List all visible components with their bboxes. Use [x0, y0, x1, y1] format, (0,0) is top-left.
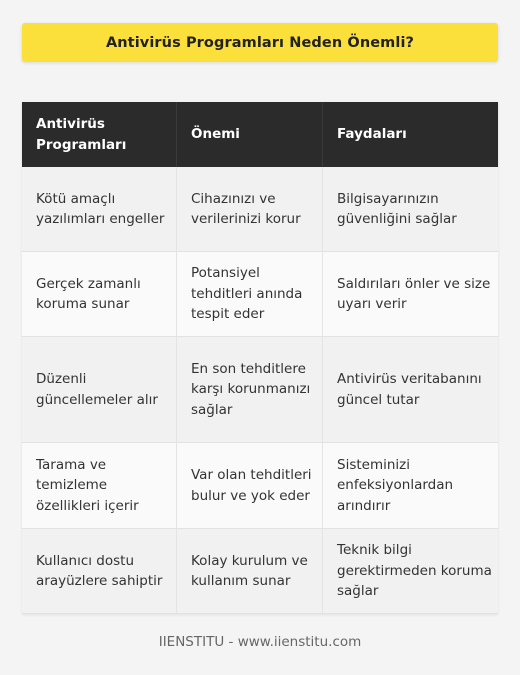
footer-credit: IIENSTITU - www.iienstitu.com — [158, 634, 362, 650]
table-cell: Kolay kurulum ve kullanım sunar — [176, 529, 322, 613]
table-cell: Düzenli güncellemeler alır — [36, 371, 158, 408]
table-header-row — [22, 102, 498, 167]
page-title: Antivirüs Programları Neden Önemli? — [105, 34, 415, 51]
table-cell: Tarama ve temizleme özellikleri içerir — [36, 456, 139, 514]
comparison-table — [22, 102, 498, 614]
title-banner — [22, 23, 498, 62]
table-row — [22, 529, 498, 614]
table-cell: Teknik bilgi gerektirmeden koruma sağlar — [322, 529, 498, 613]
table-row — [22, 443, 498, 529]
table-row — [22, 337, 498, 443]
table-cell: Antivirüs veritabanını güncel tutar — [322, 337, 498, 442]
header-cell-programs: Antivirüs Programları — [36, 116, 127, 153]
table-cell: Gerçek zamanlı koruma sunar — [36, 275, 141, 312]
table-cell: Kötü amaçlı yazılımları engeller — [36, 190, 165, 227]
table-cell: Var olan tehditleri bulur ve yok eder — [176, 443, 322, 528]
table-cell: Kullanıcı dostu arayüzlere sahiptir — [36, 552, 163, 589]
table-cell: Bilgisayarınızın güvenliğini sağlar — [322, 167, 498, 251]
table-cell: Cihazınızı ve verilerinizi korur — [176, 167, 322, 251]
table-row — [22, 252, 498, 337]
header-cell-importance: Önemi — [176, 102, 322, 167]
table-cell: Sisteminizi enfeksiyonlardan arındırır — [322, 443, 498, 528]
table-cell: Saldırıları önler ve size uyarı verir — [322, 252, 498, 336]
table-cell: En son tehditlere karşı korunmanızı sağlar — [176, 337, 322, 442]
table-cell: Potansiyel tehditleri anında tespit eder — [176, 252, 322, 336]
table-row — [22, 167, 498, 252]
header-cell-benefits: Faydaları — [322, 102, 498, 167]
